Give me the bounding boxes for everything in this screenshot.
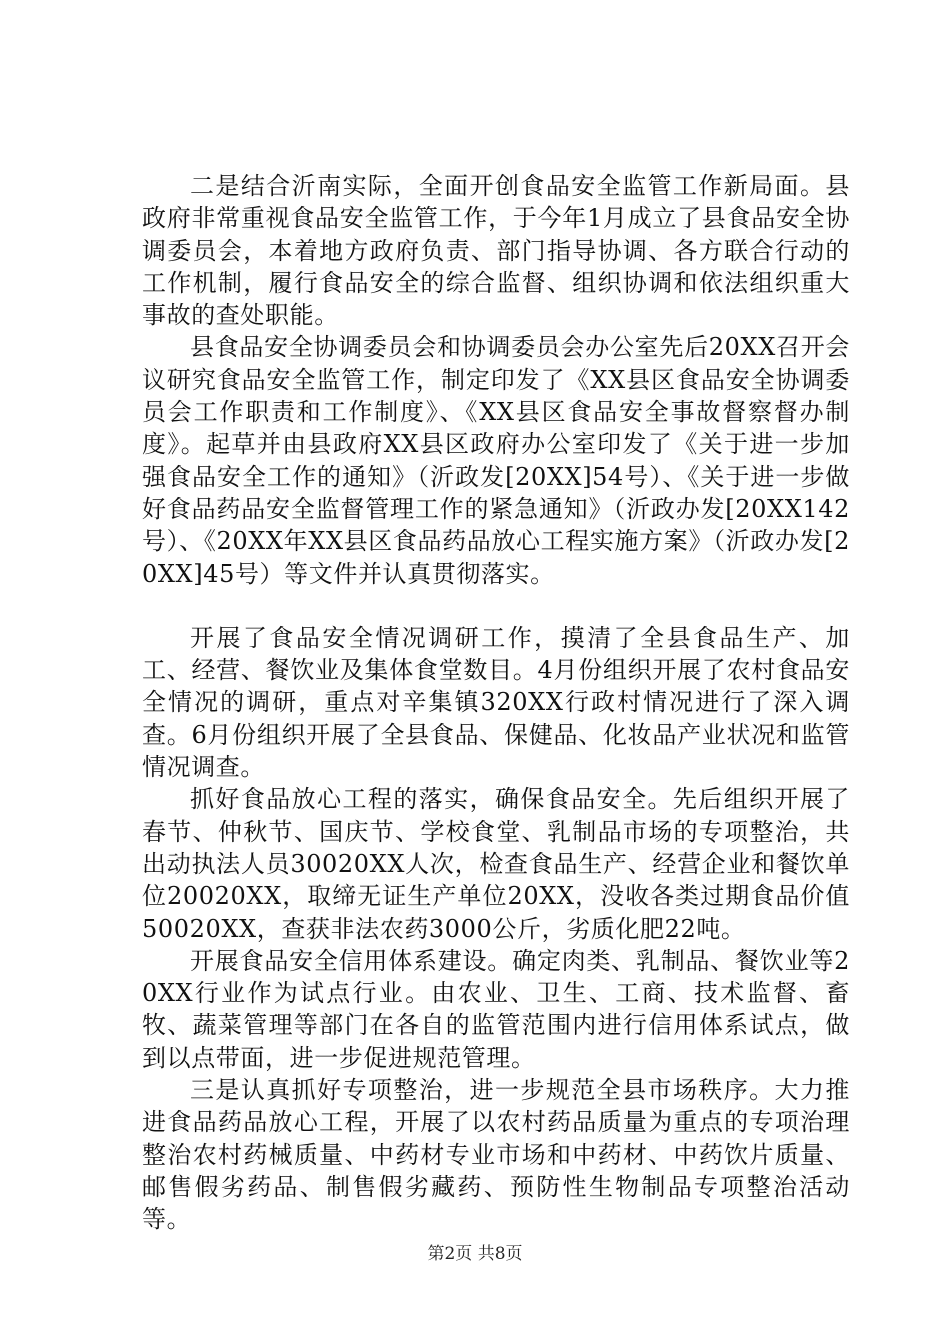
paragraph-survey-work: 开展了食品安全情况调研工作，摸清了全县食品生产、加工、经营、餐饮业及集体食堂数目。4月份组织开展了农村食品安全情况的调研，重点对辛集镇320XX行政村情况进行了深入调查。6月份组织开展了全县食品、保健品、化妆品产业状况和监管情况调查。 [142,623,850,782]
paragraph-coordination-committee: 县食品安全协调委员会和协调委员会办公室先后20XX召开会议研究食品安全监管工作，制定印发了《XX县区食品安全协调委员会工作职责和工作制度》、《XX县区食品安全事故督察督办制度》。起草并由县政府XX县区政府办公室印发了《关于进一步加强食品安全工作的通知》（沂政发[20XX]54号）、《关于进一步做好食品药品安全监督管理工作的紧急通知》（沂政办发[20XX142号）、《20XX年XX县区食品药品放心工程实施方案》（沂政办发[20XX]45号）等文件并认真贯彻落实。 [142,333,850,588]
paragraph-credit-system: 开展食品安全信用体系建设。确定肉类、乳制品、餐饮业等20XX行业作为试点行业。由农业、卫生、工商、技术监督、畜牧、蔬菜管理等部门在各自的监管范围内进行信用体系试点，做到以点带面，进一步促进规范管理。 [142,946,850,1072]
paragraph-special-rectification: 三是认真抓好专项整治，进一步规范全县市场秩序。大力推进食品药品放心工程，开展了以农村药品质量为重点的专项治理整治农村药械质量、中药材专业市场和中药材、中药饮片质量、邮售假劣药品、制售假劣藏药、预防性生物制品专项整治活动等。 [142,1076,850,1234]
paragraph-food-safety-overview: 二是结合沂南实际，全面开创食品安全监管工作新局面。县政府非常重视食品安全监管工作，于今年1月成立了县食品安全协调委员会，本着地方政府负责、部门指导协调、各方联合行动的工作机制，履行食品安全的综合监督、组织协调和依法组织重大事故的查处职能。 [142,172,850,330]
document-body [142,170,850,1236]
paragraph-safe-food-project: 抓好食品放心工程的落实，确保食品安全。先后组织开展了春节、仲秋节、国庆节、学校食堂、乳制品市场的专项整治，共出动执法人员30020XX人次，检查食品生产、经营企业和餐饮单位20020XX，取缔无证生产单位20XX，没收各类过期食品价值50020XX，查获非法农药3000公斤，劣质化肥22吨。 [142,785,850,943]
page-number-footer: 第2页 共8页 [427,1244,523,1264]
